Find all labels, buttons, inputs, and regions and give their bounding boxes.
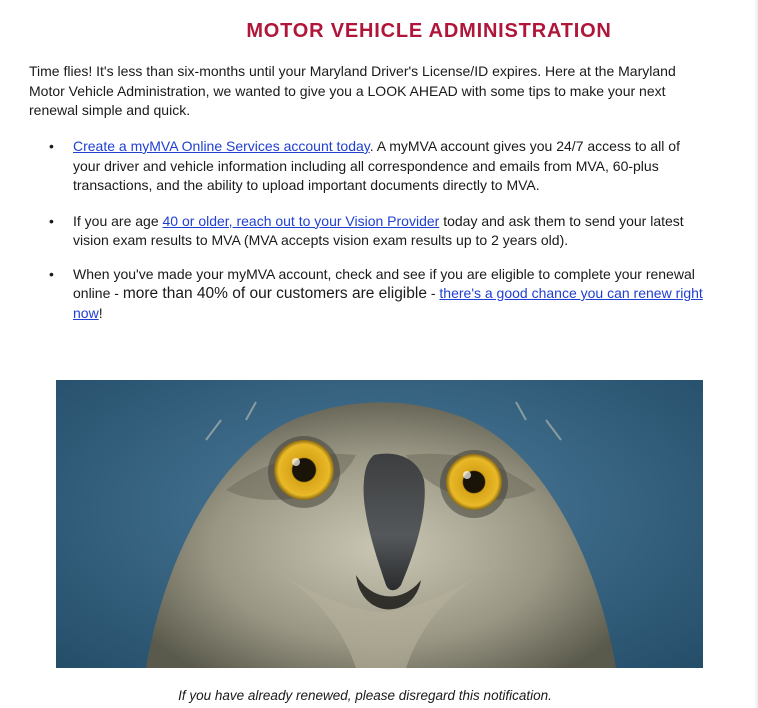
tip-text: If you are age: [73, 212, 163, 229]
tip-text: When you've made your myMVA account, check and see if you are eligible to complete your renewal online -: [73, 265, 695, 301]
left-eye: [274, 440, 334, 500]
renewal-disclaimer: If you have already renewed, please disregard this notification.: [178, 688, 552, 703]
list-item: [29, 212, 705, 251]
eligibility-emphasis: more than 40% of our customers are eligible: [122, 285, 427, 302]
page-title: MOTOR VEHICLE ADMINISTRATION: [246, 20, 612, 42]
page-right-edge: [754, 0, 758, 708]
create-account-link[interactable]: Create a myMVA Online Services account today: [73, 138, 370, 154]
tip-text: today and ask them to send your latest vision exam results to MVA (MVA accepts vision exam results up to 2 years old).: [73, 212, 684, 248]
tip-text: !: [98, 304, 103, 321]
owl-photo: [56, 380, 703, 668]
owl-illustration: [56, 380, 703, 668]
renew-now-link[interactable]: there's a good chance you can renew right now: [73, 285, 703, 321]
right-eye: [446, 454, 502, 510]
vision-provider-link[interactable]: 40 or older, reach out to your Vision Provider: [162, 212, 440, 229]
list-item: [29, 137, 705, 196]
list-item: [29, 265, 705, 324]
tip-text: -: [426, 285, 440, 301]
tips-list: [29, 137, 705, 323]
intro-paragraph: Time flies! It's less than six-months until your Maryland Driver's License/ID expires. Here at the Maryland Motor Vehicle Administration, we wanted to give you a LOOK AHEAD with some tips to make your next renewal simple and quick.: [29, 63, 676, 118]
tip-text: . A myMVA account gives you 24/7 access to all of your driver and vehicle information including all correspondence and emails from MVA, 60-plus transactions, and the ability to upload important documents directly to MVA.: [73, 138, 680, 193]
